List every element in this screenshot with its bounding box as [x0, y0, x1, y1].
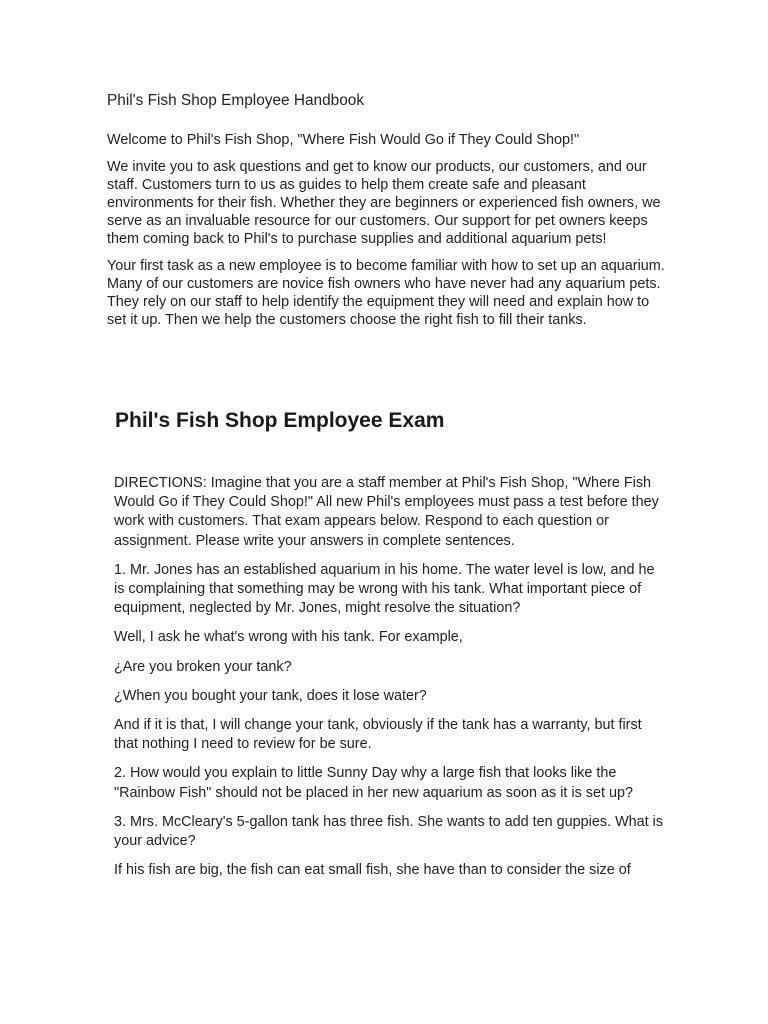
answer-1-example-b: ¿When you bought your tank, does it lose water?: [114, 687, 427, 704]
answer-3: If his fish are big, the fish can eat small fish, she have than to consider the size of: [114, 862, 631, 879]
handbook-title: Phil's Fish Shop Employee Handbook: [107, 92, 365, 109]
answer-1-intro: Well, I ask he what's wrong with his tank. For example,: [114, 629, 463, 646]
handbook-section: [107, 92, 667, 338]
answer-1-example-a: ¿Are you broken your tank?: [114, 658, 292, 675]
welcome-paragraph: Welcome to Phil's Fish Shop, "Where Fish Would Go if They Could Shop!": [107, 132, 580, 148]
directions-paragraph: DIRECTIONS: Imagine that you are a staff member at Phil's Fish Shop, "Where Fish Would Go if They Could Shop!" All new Phil's employees must pass a test before they work with customers. That exam appears below. Respond to each question or assignment. Please write your answers in complete sentences.: [114, 475, 659, 549]
question-1: 1. Mr. Jones has an established aquarium in his home. The water level is low, and he is complaining that something may be wrong with his tank. What important piece of equipment, neglected by Mr. Jones, might resolve the situation?: [114, 561, 655, 617]
question-2: 2. How would you explain to little Sunny Day why a large fish that looks like the "Rainbow Fish" should not be placed in her new aquarium as soon as it is set up?: [114, 765, 633, 801]
exam-title: Phil's Fish Shop Employee Exam: [115, 409, 445, 432]
question-3: 3. Mrs. McCleary's 5-gallon tank has three fish. She wants to add ten guppies. What is your advice?: [114, 813, 664, 850]
exam-section: [114, 474, 666, 890]
invite-paragraph: We invite you to ask questions and get to know our products, our customers, and our staff. Customers turn to us as guides to help them create safe and pleasant environments for their fish. Whether they are beginners or experienced fish owners, we serve as an invaluable resource for our customers. Our support for pet owners keeps them coming back to Phil's to purchase supplies and additional aquarium pets!: [107, 159, 661, 247]
first-task-paragraph: Your first task as a new employee is to become familiar with how to set up an aquarium. Many of our customers are novice fish owners who have never had any aquarium pets. They rely on our staff to help identify the equipment they will need and explain how to set it up. Then we help the customers choose the right fish to fill their tanks.: [107, 258, 665, 328]
answer-1-conclusion: And if it is that, I will change your tank, obviously if the tank has a warranty, but first that nothing I need to review for be sure.: [114, 717, 642, 753]
